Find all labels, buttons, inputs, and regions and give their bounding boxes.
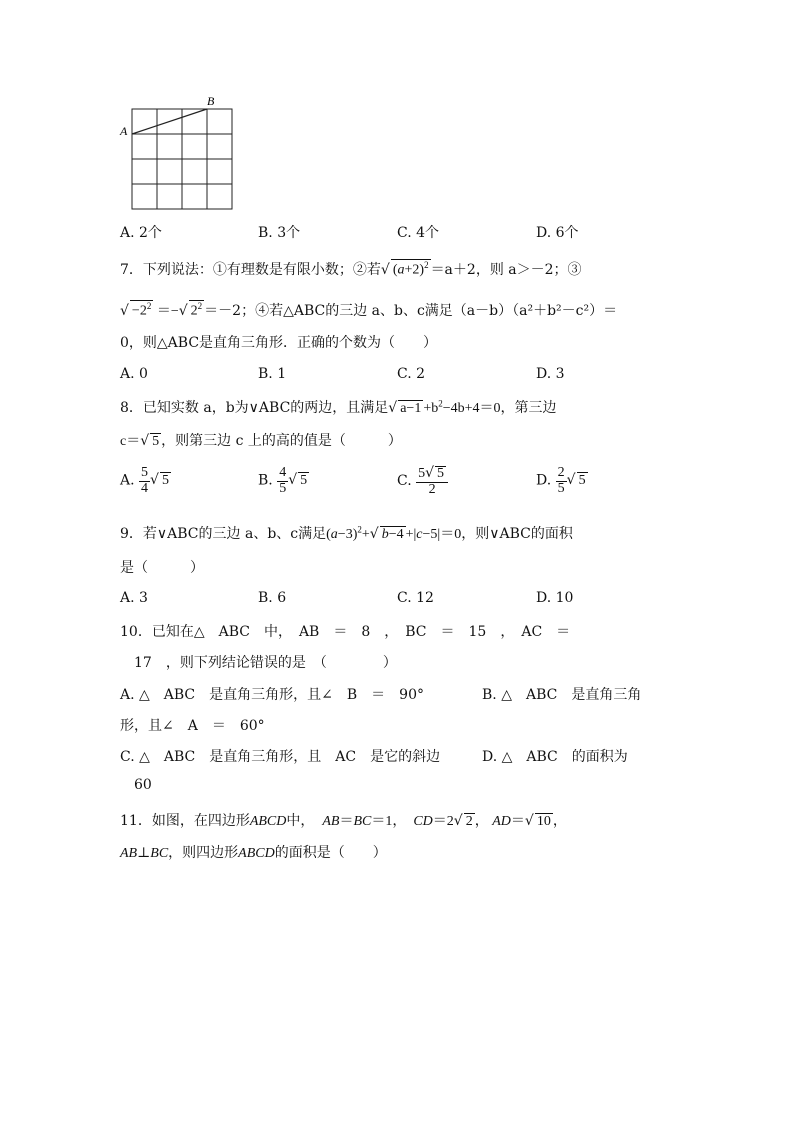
q11-text: ，则四边形	[168, 845, 239, 861]
q7-option-c: C. 2	[397, 366, 426, 382]
q7-option-b: B. 1	[258, 366, 287, 382]
q8-line-2	[120, 430, 402, 450]
q10-option-b-cont: 形，且∠ A ＝ 60°	[120, 718, 265, 734]
q8-text: 8．已知实数 a，b为∨ABC的两边，且满足	[120, 400, 389, 416]
q8-option-c: C. $\frac{5√ 5}{2}$	[397, 466, 448, 497]
q10-option-d: D. △ ABC 的面积为	[482, 749, 628, 765]
q10-option-b: B. △ ABC 是直角三角	[482, 687, 642, 703]
q11-text: 的面积是（ ）	[274, 845, 387, 861]
q8-option-b: B. $\frac{4}{5}$ √ 5	[258, 465, 308, 496]
q8-condition: √ $a-1 +b^2-4b+4=0$	[388, 398, 501, 416]
q7-line-3: 0，则△ABC是直角三角形．正确的个数为（ ）	[120, 335, 438, 351]
q9-line-2: 是（ ）	[120, 560, 204, 576]
q7-option-a: A. 0	[120, 366, 148, 382]
q9-line-1	[120, 523, 573, 543]
q9-text: 9．若∨ABC的三边 a、b、c满足	[120, 526, 327, 542]
q7-line-2	[120, 300, 617, 320]
q7-sqrt-neg: √ $-2^2$ ＝−√ $2^2$	[120, 301, 203, 319]
q11-given: AB＝BC＝1， CD＝2√ 2 ， AD＝√ 10 ，	[322, 813, 567, 829]
q9-option-a: A. 3	[120, 590, 148, 606]
q10-line-2: 17 ，则下列结论错误的是 （ ）	[134, 655, 397, 671]
q6-option-b: B. 3个	[258, 225, 301, 241]
q8-text: ，第三边	[500, 400, 557, 416]
q11-line-2: AB⊥BC，则四边形ABCD的面积是（ ）	[120, 845, 387, 861]
label-a: A	[120, 124, 128, 138]
q10-option-a: A. △ ABC 是直角三角形，且∠ B ＝ 90°	[120, 687, 424, 703]
q9-option-d: D. 10	[536, 590, 574, 606]
q7-text: ＝－2；④若△ABC的三边 a、b、c满足（a－b）（a²＋b²－c²）＝	[204, 303, 618, 319]
q8-text: ，则第三边 c 上的高的值是（ ）	[161, 433, 402, 449]
q6-option-d: D. 6个	[536, 225, 579, 241]
q10-option-c: C. △ ABC 是直角三角形，且 AC 是它的斜边	[120, 749, 441, 765]
q9-condition: $(a-3)^2+√$ b−4 +|c−5|＝0	[326, 524, 462, 542]
q8-option-a: A. $\frac{5}{4}$ √ 5	[120, 465, 169, 496]
label-b: B	[207, 94, 215, 108]
q8-c-value: c＝√ 5	[120, 433, 160, 449]
q11-line-1: 11．如图，在四边形ABCD中， AB＝BC＝1， CD＝2√ 2 ， AD＝√ 10 ，	[120, 813, 567, 829]
q6-option-c: C. 4个	[397, 225, 440, 241]
q7-line-1	[120, 259, 582, 279]
q9-option-b: B. 6	[258, 590, 287, 606]
q11-text: 11．如图，在四边形	[120, 813, 250, 829]
q8-option-d: D. $\frac{2}{5}$ √ 5	[536, 465, 586, 496]
q9-option-c: C. 12	[397, 590, 434, 606]
q10-option-d-cont: 60	[134, 777, 152, 793]
grid-figure	[118, 92, 238, 212]
q7-sqrt-expr: √ $(a+2)^2$	[380, 260, 429, 278]
q7-text: ＝a＋2，则 a＞－2；③	[430, 262, 582, 278]
grid-lines	[132, 109, 232, 209]
segment-ab	[132, 109, 207, 134]
q7-text: 7．下列说法：①有理数是有限小数；②若	[120, 262, 381, 278]
q9-text: ，则∨ABC的面积	[461, 526, 573, 542]
q7-option-d: D. 3	[536, 366, 565, 382]
q11-text: 中，	[286, 813, 315, 829]
q10-line-1: 10．已知在△ ABC 中， AB ＝ 8 ， BC ＝ 15 ， AC ＝	[120, 624, 571, 640]
q6-option-a: A. 2个	[120, 225, 162, 241]
q8-line-1	[120, 397, 557, 417]
